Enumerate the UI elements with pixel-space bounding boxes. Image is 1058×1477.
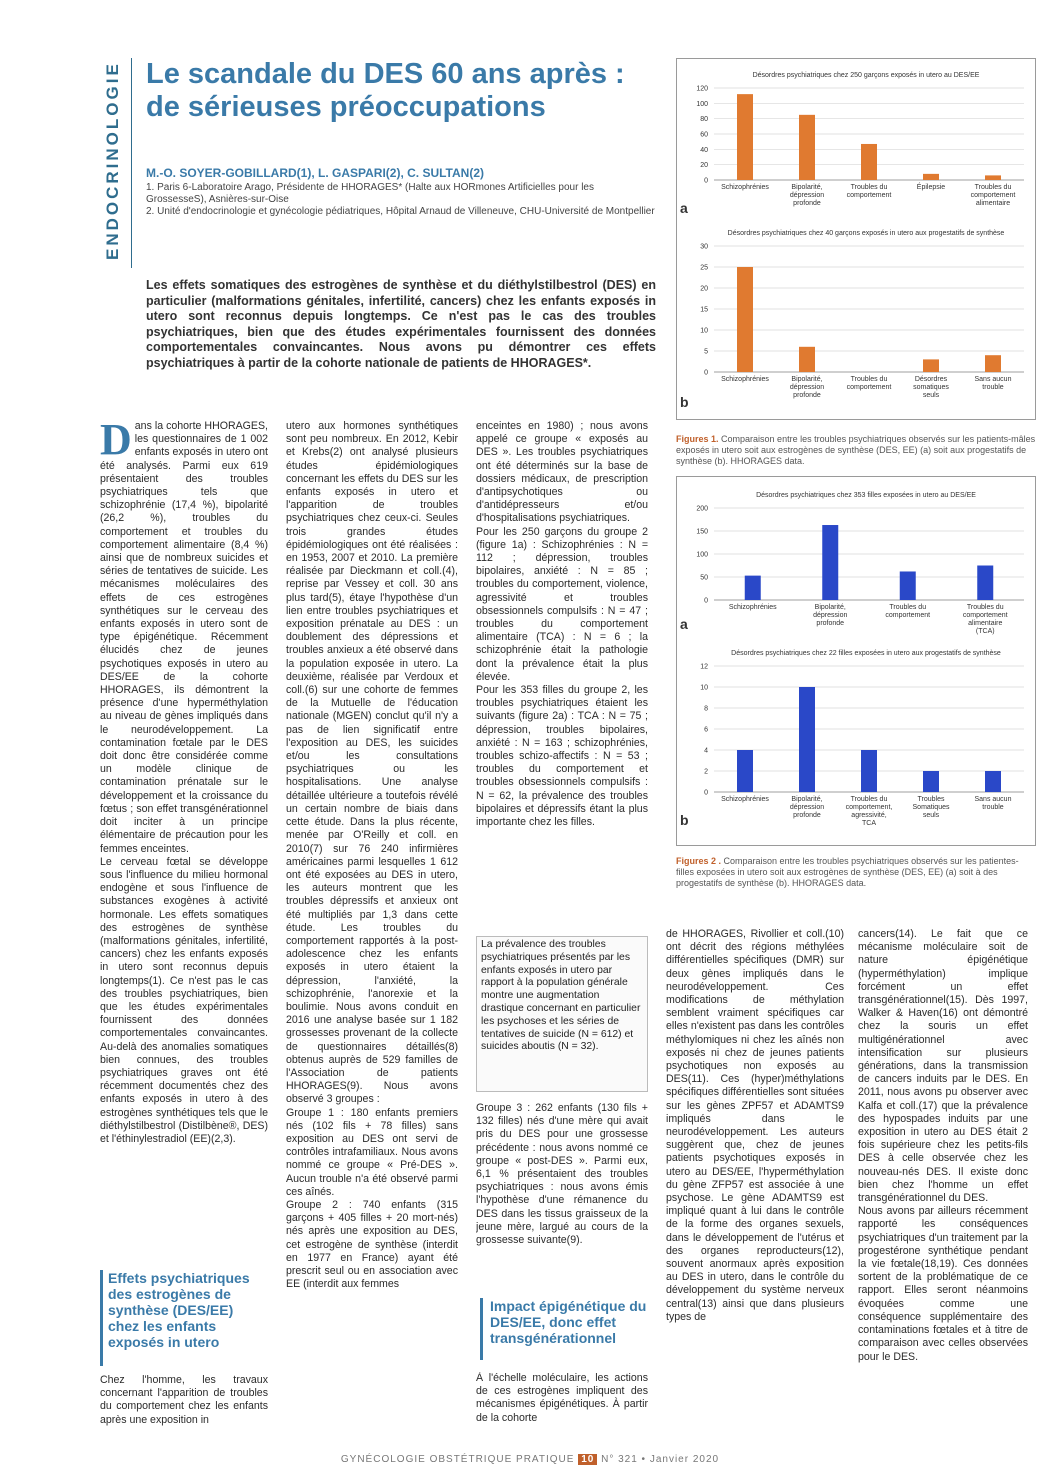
abstract: Les effets somatiques des estrogènes de synthèse et du diéthylstilbestrol (DES) en particulier (malformations génitales, infertilité, cancers) chez les enfants exposés in utero sont reconnus depuis longtemps. Ce n'est pas le cas des troubles psychiatriques, bien que des études expérimentales fournissent des données comportementales convaincantes. Nous avons pu démontrer ces effets psychiatriques à partir de la cohorte nationale de patients de HHORAGES*.: [146, 278, 656, 370]
bar-3: [861, 750, 877, 792]
panel-letter-2a: a: [680, 616, 688, 632]
page-footer: [300, 1454, 760, 1465]
x-tick-label: Sans aucun trouble: [974, 376, 1012, 391]
bar-1: [745, 576, 761, 600]
col1-subhead-bar: [100, 1270, 103, 1366]
column-3: [476, 420, 648, 926]
x-tick-label: Troubles du comportement: [846, 184, 892, 199]
bar-4: [923, 771, 939, 792]
bar-3: [900, 571, 916, 600]
affiliations: [146, 182, 656, 218]
y-tick-label: 6: [704, 726, 708, 734]
col2-group-2: Groupe 2 : 740 enfants (315 garçons + 405 filles + 20 mort-nés) nés après une exposition au DES, cet estrogène de synthèse (interdit en 1977 en France) ayant été prescrit seul ou en association avec EE (interdit aux femmes: [286, 1198, 458, 1291]
chart-fig2a: [680, 488, 1032, 638]
column-5: [858, 928, 1028, 1440]
col1-intro: ans la cohorte HHORAGES, les questionnaires de 1 002 enfants exposés in utero ont été analysés. Parmi eux 619 présentaient des troubles psychiatriques tels que schizophrénie (17,4 %), bipolarité (26,2 %), troubles du comportement et troubles du comportement alimentaire (8,4 %) ainsi que de nombreux suicides et séries de tentatives de suicide. Les mécanismes moléculaires des effets de ces estrogènes synthétiques sur le cerveau des enfants exposés in utero sont de type épigénétique. Récemment élucidés chez de jeunes psychotiques exposés in utero au DES/EE de la cohorte HHORAGES, ils démontrent la présence d'une hyperméthylation au niveau de gènes impliqués dans le neurodéveloppement. La contamination fœtale par le DES doit donc être considérée comme un modèle clinique de contamination prénatale sur le développement et la croissance du fœtus ; son effet transgénérationnel doit inciter à un principe élémentaire de précaution pour les femmes enceintes.: [100, 420, 268, 855]
y-tick-label: 0: [704, 789, 708, 797]
article-authors: M.-O. SOYER-GOBILLARD(1), L. GASPARI(2), C. SULTAN(2): [146, 166, 484, 180]
y-tick-label: 15: [700, 306, 708, 314]
col2-group-1: Groupe 1 : 180 enfants premiers nés (102 fils + 78 filles) sans exposition au DES ont servi de contrôles intrafamiliaux. Nous avons nommé ce groupe « Pré-DES ». Aucun trouble n'a été observé parmi ces aînés.: [286, 1106, 458, 1198]
col3-paragraph-end: À l'échelle moléculaire, les actions de ces estrogènes impliquent des mécanismes épigénétiques. À partir de la cohorte: [476, 1372, 648, 1424]
bar-5: [985, 175, 1001, 180]
y-tick-label: 2: [704, 768, 708, 776]
y-tick-label: 10: [700, 327, 708, 335]
y-tick-label: 40: [700, 146, 708, 154]
chart-title: Désordres psychiatriques chez 250 garçons exposés in utero au DES/EE: [752, 72, 980, 79]
bar-1: [737, 94, 753, 180]
x-tick-label: Bipolarité, dépression profonde: [813, 604, 848, 627]
y-tick-label: 8: [704, 705, 708, 713]
figure-2-text: Comparaison entre les troubles psychiatriques observés sur les patientes-filles exposées in utero soit aux estrogènes de synthèse (DES, EE) (a) soit à des progestatifs de synthèse (b). HHORAGES data.: [676, 856, 1019, 888]
col3-subhead-bar: [480, 1298, 483, 1360]
x-tick-label: Sans aucun trouble: [974, 796, 1012, 811]
col3-group-3: Groupe 3 : 262 enfants (130 fils + 132 filles) nés d'une mère qui avait pris du DES pour une grossesse précédente : nous avons nommé ce groupe « post-DES ». Parmi eux, 6,1 % présentaient des troubles psychiatriques : nous avons émis l'hypothèse d'une rémanence du DES dans les tissus graisseux de la jeune mère, largué au cours de la grossesse suivante(9).: [476, 1102, 648, 1247]
y-tick-label: 0: [704, 177, 708, 185]
col3-subhead: Impact épigénétique du DES/EE, donc effet transgénérationnel: [490, 1298, 647, 1346]
y-tick-label: 120: [696, 85, 708, 93]
x-tick-label: Bipolarité, dépression profonde: [789, 376, 825, 399]
y-tick-label: 10: [700, 684, 708, 692]
x-tick-label: Désordres somatiques seuls: [913, 376, 949, 399]
x-tick-label: Épilepsie: [916, 184, 946, 191]
x-tick-label: Schizophrénies: [721, 184, 769, 191]
article-title: Le scandale du DES 60 ans après : de sérieuses préoccupations: [146, 58, 625, 123]
panel-letter-1a: a: [680, 200, 688, 216]
y-tick-label: 20: [700, 285, 708, 293]
chart-fig1a: [680, 68, 1032, 218]
chart-title: Désordres psychiatriques chez 40 garçons exposés in utero aux progestatifs de synthèse: [727, 230, 1005, 237]
page-number: 10: [578, 1454, 597, 1465]
bar-3: [861, 144, 877, 180]
x-tick-label: Bipolarité, dépression profonde: [789, 184, 825, 207]
col2-text: utero aux hormones synthétiques sont peu nombreux. En 2012, Kebir et Krebs(2) ont analysé plusieurs études épidémiologiques concernant les effets du DES sur les enfants exposés in utero et l'apparition de troubles psychiatriques chez ceux-ci. Seules trois grandes études épidémiologiques ont été réalisées : en 1953, 2007 et 2010. La première réalisée par Dieckmann et coll.(4), reprise par Vessey et coll. 30 ans plus tard(5), étaye l'hypothèse d'un lien entre troubles psychiatriques et exposition prénatale au DES : un doublement des dépressions et troubles anxieux a été observé dans la population exposée in utero. La deuxième, réalisée par Verdoux et coll.(6) sur une cohorte de femmes de la Mutuelle de l'éducation nationale (MGEN) conclut qu'il n'y a pas de lien significatif entre l'exposition au DES, les suicides et/ou les consultations psychiatriques ou les hospitalisations. Une analyse détaillée ultérieure a toutefois révélé un certain nombre de biais dans cette étude. Dans la plus récente, menée par O'Reilly et coll. en 2010(7) sur 76 240 infirmières américaines parmi lesquelles 1 612 ont été exposées au DES in utero, les auteurs montrent que les troubles dépressifs et anxieux ont été multipliés par 1,3 dans cette étude. Les troubles du comportement rapportés à la post-adolescence chez les enfants exposés in utero étaient la dépression, l'anxiété, la schizophrénie, l'anorexie et la boulimie. Nous avons conduit en 2016 une analyse basée sur 1 182 grossesses provenant de la collecte de questionnaires détaillés(8) obtenus auprès de 529 familles de l'Association de patients HHORAGES(9). Nous avons observé 3 groupes :: [286, 420, 458, 1106]
col3-girls: Pour les 353 filles du groupe 2, les troubles psychiatriques étaient les suivants (figure 2a) : TCA : N = 75 ; dépression, troubles bipolaires, anxiété : N = 163 ; schizophrénies, troubles schizo-affectifs : N = 53 ; troubles du comportement et troubles obsessionnels compulsifs : N = 62, la prévalence des troubles bipolaires et dépressifs étant la plus importante chez les filles.: [476, 684, 648, 829]
chart-title: Désordres psychiatriques chez 353 filles exposées in utero au DES/EE: [756, 492, 976, 499]
rubric-divider: [131, 58, 132, 268]
x-tick-label: Schizophrénies: [721, 796, 769, 803]
bar-1: [737, 267, 753, 372]
figure-2-label: Figures 2 .: [676, 856, 722, 866]
bar-4: [923, 359, 939, 372]
col3-boys: Pour les 250 garçons du groupe 2 (figure 1a) : Schizophrénies : N = 112 ; dépression, troubles bipolaires, anxiété : N = 85 ; troubles du comportement, violence, agressivité et troubles obsessionnels compulsifs : N = 47 ; troubles du comportement alimentaire (TCA) : N = 6 ; la schizophrénie était la pathologie dont la prévalence était la plus élevée.: [476, 525, 648, 683]
bar-5: [985, 771, 1001, 792]
x-tick-label: Bipolarité, dépression profonde: [789, 796, 825, 819]
y-tick-label: 5: [704, 348, 708, 356]
bar-4: [923, 174, 939, 180]
panel-letter-2b: b: [680, 812, 689, 828]
x-tick-label: Troubles Somatiques seuls: [912, 796, 950, 819]
x-tick-label: Troubles du comportement: [846, 376, 892, 391]
y-tick-label: 60: [700, 131, 708, 139]
y-tick-label: 150: [696, 528, 708, 536]
chart-fig1b: [680, 226, 1032, 410]
bar-4: [977, 566, 993, 601]
column-1: [100, 420, 268, 1265]
affiliation-1: 1. Paris 6-Laboratoire Arago, Présidente de HHORAGES* (Halte aux HORmones Artificielles pour les GrossesseS), Asnières-sur-Oise: [146, 182, 594, 205]
x-tick-label: Schizophrénies: [721, 376, 769, 383]
figure-1-label: Figures 1.: [676, 434, 719, 444]
col5-paragraph-2: Nous avons par ailleurs récemment rapporté les conséquences psychiatriques d'un traitement par la progestérone synthétique pendant la vie fœtale(18,19). Ces données sortent de la problématique de ce rapport. Elles seront néanmoins évoquées comme une conséquence supplémentaire des contaminations fœtales et à titre de comparaison avec celles observées pour le DES.: [858, 1205, 1028, 1363]
figure-1-text: Comparaison entre les troubles psychiatriques observés sur les patients-mâles exposés in utero soit aux estrogènes de synthèse (DES, EE) (a) soit aux progestatifs de synthèse (b). HHORAGES data.: [676, 434, 1036, 466]
bar-2: [799, 687, 815, 792]
y-tick-label: 25: [700, 264, 708, 272]
chart-svg: [680, 646, 1032, 836]
highlight-box-text: La prévalence des troubles psychiatriques présentés par les enfants exposés in utero par rapport à la population générale montre une augmentation drastique concernant en particulier les psychoses et les séries de tentatives de suicide (N = 612) et suicides aboutis (N = 32).: [481, 939, 641, 1053]
figure-2-caption: [676, 856, 1036, 889]
col1-paragraph-2: Le cerveau fœtal se développe sous l'influence du milieu hormonal endogène et sous l'influence de substances exogènes à activité hormonale. Les effets somatiques des estrogènes de synthèse (malformations génitales, infertilité, cancers) chez les enfants exposés in utero sont reconnus depuis longtemps(1). Ce n'est pas le cas des troubles psychiatriques, bien que les études expérimentales fournissent des données comportementales convaincantes. Au-delà des anomalies somatiques bien connues, des troubles psychiatriques graves ont été récemment documentés chez des enfants exposés in utero à des estrogènes synthétiques tels que le diéthylstilbestrol (Distilbène®, DES) et l'éthinylestradiol (EE)(2,3).: [100, 855, 268, 1145]
x-tick-label: Troubles du comportement alimentaire (TCA): [962, 604, 1008, 635]
x-tick-label: Schizophrénies: [728, 604, 777, 611]
y-tick-label: 100: [696, 100, 708, 108]
y-tick-label: 0: [704, 369, 708, 377]
col1-subhead: Effets psychiatriques des estrogènes de synthèse (DES/EE) chez les enfants exposés in utero: [108, 1270, 250, 1350]
column-4: de HHORAGES, Rivollier et coll.(10) ont décrit des régions méthylées différentielles spécifiques (DMR) sur deux gènes impliqués dans le neurodéveloppement. Ces modifications de méthylation semblent vraiment spécifiques car elles n'existent pas dans les contrôles méthylomiques ni chez les aînés non exposés ni chez de jeunes patients psychotiques non exposés au DES(11). Ces (hyper)méthylations spécifiques différentielles sont situées sur les gènes ZPF57 et ADAMTS9 impliqués dans le neurodéveloppement. Les auteurs suggèrent que, chez de jeunes patients psychotiques exposés in utero au DES/EE, l'hyperméthylation du gène ZFP57 est associée à une psychose. Le gène ADAMTS9 est impliqué quant à lui dans le contrôle de la forme des organes sexuels, dans le développement de l'utérus et des organes reproducteurs(12), souvent anormaux après exposition au DES in utero, dans le contrôle du développement du système nerveux central(13) ainsi que dans plusieurs types de: [666, 928, 844, 1323]
chart-title: Désordres psychiatriques chez 22 filles exposées in utero aux progestatifs de synthèse: [731, 650, 1001, 657]
y-tick-label: 50: [700, 574, 708, 582]
y-tick-label: 4: [704, 747, 708, 755]
y-tick-label: 80: [700, 116, 708, 124]
affiliation-2: 2. Unité d'endocrinologie et gynécologie pédiatriques, Hôpital Arnaud de Villeneuve, CHU-Université de Montpellier: [146, 206, 655, 217]
y-tick-label: 20: [700, 162, 708, 170]
bar-5: [985, 355, 1001, 372]
x-tick-label: Troubles du comportement: [885, 604, 931, 619]
col3-text: enceintes en 1980) ; nous avons appelé ce groupe « exposés au DES ». Les troubles psychiatriques ont été déterminés sur la base de dossiers médicaux, de prescription d'antipsychotiques ou d'antidépresseurs et/ou d'hospitalisations psychiatriques.: [476, 420, 648, 525]
bar-2: [822, 525, 838, 600]
y-tick-label: 30: [700, 243, 708, 251]
chart-svg: [680, 488, 1032, 638]
y-tick-label: 0: [704, 597, 708, 605]
chart-fig2b: [680, 646, 1032, 836]
chart-svg: [680, 68, 1032, 218]
issue-info: N° 321 • Janvier 2020: [601, 1454, 720, 1465]
col1-paragraph-3: Chez l'homme, les travaux concernant l'apparition de troubles du comportement chez les enfants après une exposition in: [100, 1374, 268, 1426]
y-tick-label: 12: [700, 663, 708, 671]
y-tick-label: 200: [696, 505, 708, 513]
section-rubric: ENDOCRINOLOGIE: [103, 61, 122, 261]
drop-cap: D: [100, 420, 132, 464]
x-tick-label: Troubles du comportement, agressivité, TCA: [845, 796, 893, 827]
col5-text: cancers(14). Le fait que ce mécanisme moléculaire soit de nature épigénétique (hyperméthylation) implique forcément un effet transgénérationnel(15). Dès 1997, Walker & Haven(16) ont démontré chez la souris un effet multigénérationnel avec intensification sur plusieurs générations, dans la transmission de cancers induits par le DES. En 2011, nous avons pu observer avec Kalfa et coll.(17) que la prévalence des hypospades induits par une exposition in utero au DES était 2 fois supérieure chez les petits-fils DES à celle observée chez les nouveau-nés DES. Il existe donc bien chez l'homme un effet transgénérationnel du DES.: [858, 928, 1028, 1205]
bar-2: [799, 115, 815, 180]
y-tick-label: 100: [696, 551, 708, 559]
journal-name: GYNÉCOLOGIE OBSTÉTRIQUE PRATIQUE: [340, 1454, 575, 1465]
bar-2: [799, 347, 815, 372]
highlight-box: [476, 936, 648, 1092]
panel-letter-1b: b: [680, 394, 689, 410]
column-2: [286, 420, 458, 1442]
x-tick-label: Troubles du comportement alimentaire: [970, 184, 1016, 207]
chart-svg: [680, 226, 1032, 410]
bar-1: [737, 750, 753, 792]
figure-1-caption: [676, 434, 1036, 467]
